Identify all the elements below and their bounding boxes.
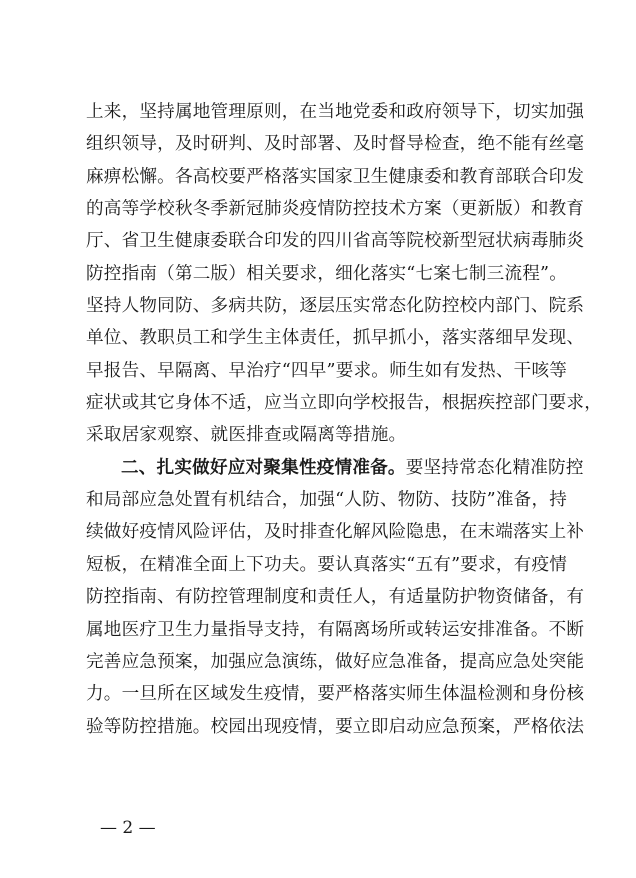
text-line: 麻痹松懈。各高校要严格落实国家卫生健康委和教育部联合印发 [86, 166, 585, 187]
text-line: 防控指南（第二版）相关要求，细化落实“七案七制三流程”。 [86, 263, 568, 284]
text-line: 防控指南、有防控管理制度和责任人，有适量防护物资储备，有 [86, 587, 585, 608]
text-line: 和局部应急处置有机结合，加强“人防、物防、技防”准备，持 [86, 490, 568, 511]
text-line: 症状或其它身体不适，应当立即向学校报告，根据疾控部门要求， [86, 393, 603, 414]
text-line: 完善应急预案，加强应急演练，做好应急准备，提高应急处突能 [86, 651, 585, 672]
text-line: 早报告、早隔离、早治疗“四早”要求。师生如有发热、干咳等 [86, 360, 568, 381]
text-line: 厅、省卫生健康委联合印发的四川省高等院校新型冠状病毒肺炎 [86, 231, 585, 252]
text-span: 要坚持常态化精准防控 [405, 457, 584, 478]
text-line: 采取居家观察、就医排查或隔离等措施。 [86, 425, 407, 446]
text-line: 的高等学校秋冬季新冠肺炎疫情防控技术方案（更新版）和教育 [86, 199, 585, 220]
text-line: 力。一旦所在区域发生疫情，要严格落实师生体温检测和身份核 [86, 684, 585, 705]
text-line: 单位、教职员工和学生主体责任，抓早抓小，落实落细早发现、 [86, 328, 585, 349]
text-line: 坚持人物同防、多病共防，逐层压实常态化防控校内部门、院系 [86, 296, 585, 317]
text-line: 组织领导，及时研判、及时部署、及时督导检查，绝不能有丝毫 [86, 134, 585, 155]
text-line: 属地医疗卫生力量指导支持，有隔离场所或转运安排准备。不断 [86, 619, 585, 640]
section-heading: 二、扎实做好应对聚集性疫情准备。 [121, 456, 406, 478]
paragraph-2 [86, 452, 585, 743]
section-heading-line [86, 452, 584, 484]
text-line: 验等防控措施。校园出现疫情，要立即启动应急预案，严格依法 [86, 716, 585, 737]
paragraph-1 [86, 96, 603, 452]
body-text [86, 96, 603, 743]
text-line: 短板，在精准全面上下功夫。要认真落实“五有”要求，有疫情 [86, 554, 568, 575]
text-line: 续做好疫情风险评估，及时排查化解风险隐患，在末端落实上补 [86, 522, 585, 543]
page-number: — 2 — [100, 818, 156, 838]
text-line: 上来，坚持属地管理原则，在当地党委和政府领导下，切实加强 [86, 102, 585, 122]
